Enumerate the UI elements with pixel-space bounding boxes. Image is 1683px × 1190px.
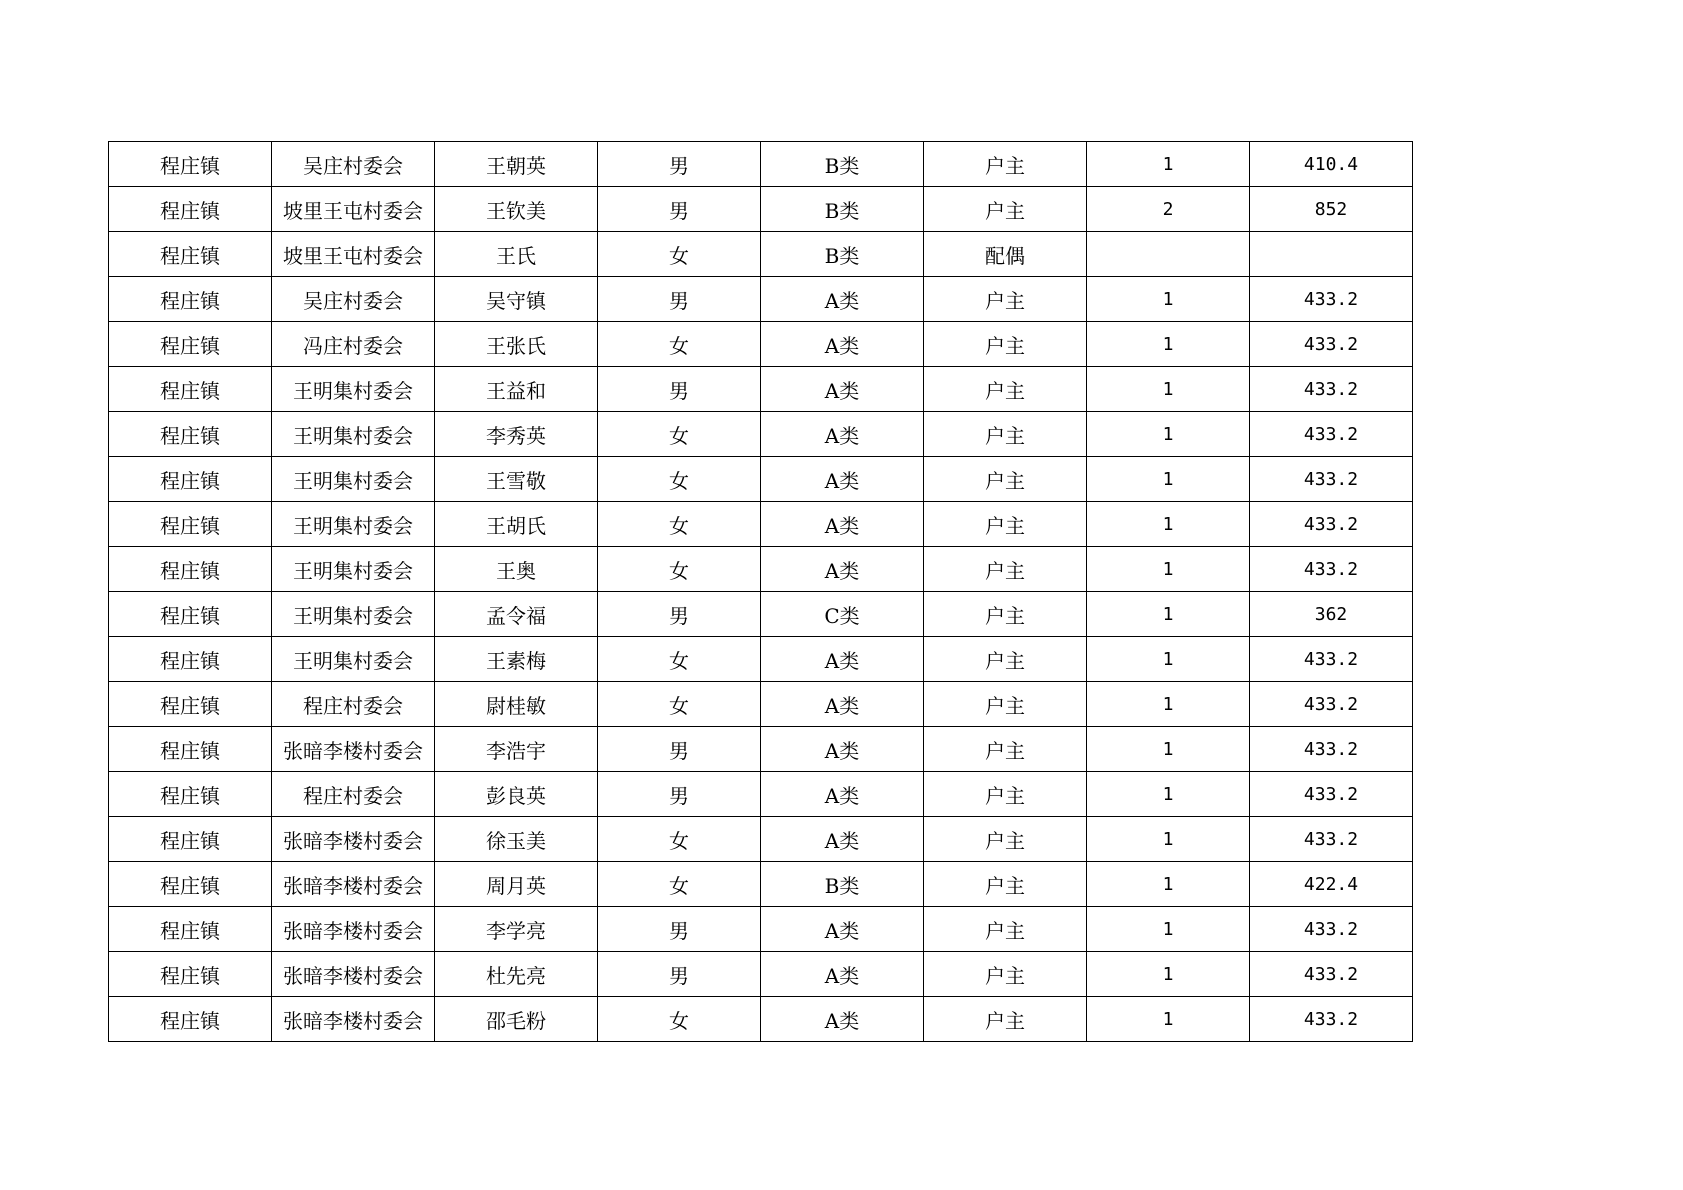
cell-gender: 女 (598, 682, 761, 727)
cell-amount: 433.2 (1250, 952, 1413, 997)
cell-relation: 户主 (924, 772, 1087, 817)
table-row (109, 412, 1413, 457)
cell-relation: 户主 (924, 997, 1087, 1042)
cell-name: 王张氏 (435, 322, 598, 367)
cell-name: 尉桂敏 (435, 682, 598, 727)
cell-gender: 女 (598, 232, 761, 277)
cell-relation: 户主 (924, 637, 1087, 682)
cell-name: 王奥 (435, 547, 598, 592)
cell-category: A类 (761, 637, 924, 682)
cell-village-committee: 王明集村委会 (272, 637, 435, 682)
cell-village-committee: 王明集村委会 (272, 502, 435, 547)
cell-count: 1 (1087, 322, 1250, 367)
cell-village-committee: 坡里王屯村委会 (272, 187, 435, 232)
cell-town: 程庄镇 (109, 412, 272, 457)
cell-count: 1 (1087, 817, 1250, 862)
cell-amount: 433.2 (1250, 412, 1413, 457)
cell-name: 王朝英 (435, 142, 598, 187)
cell-relation: 户主 (924, 367, 1087, 412)
cell-relation: 户主 (924, 322, 1087, 367)
table-row (109, 592, 1413, 637)
cell-amount: 433.2 (1250, 727, 1413, 772)
cell-village-committee: 王明集村委会 (272, 547, 435, 592)
cell-gender: 女 (598, 412, 761, 457)
cell-count: 1 (1087, 457, 1250, 502)
table-row (109, 907, 1413, 952)
cell-category: C类 (761, 592, 924, 637)
cell-town: 程庄镇 (109, 727, 272, 772)
cell-amount: 410.4 (1250, 142, 1413, 187)
cell-amount: 433.2 (1250, 817, 1413, 862)
cell-town: 程庄镇 (109, 862, 272, 907)
cell-town: 程庄镇 (109, 232, 272, 277)
cell-count: 1 (1087, 772, 1250, 817)
cell-gender: 女 (598, 547, 761, 592)
cell-name: 李秀英 (435, 412, 598, 457)
cell-town: 程庄镇 (109, 142, 272, 187)
cell-town: 程庄镇 (109, 187, 272, 232)
cell-category: A类 (761, 502, 924, 547)
cell-village-committee: 王明集村委会 (272, 367, 435, 412)
cell-relation: 配偶 (924, 232, 1087, 277)
cell-town: 程庄镇 (109, 367, 272, 412)
cell-relation: 户主 (924, 457, 1087, 502)
cell-gender: 女 (598, 637, 761, 682)
cell-relation: 户主 (924, 142, 1087, 187)
cell-village-committee: 张暗李楼村委会 (272, 817, 435, 862)
cell-relation: 户主 (924, 592, 1087, 637)
cell-town: 程庄镇 (109, 637, 272, 682)
table-row (109, 142, 1413, 187)
cell-village-committee: 吴庄村委会 (272, 277, 435, 322)
table-row (109, 502, 1413, 547)
cell-relation: 户主 (924, 817, 1087, 862)
cell-category: B类 (761, 862, 924, 907)
table-row (109, 952, 1413, 997)
cell-name: 王钦美 (435, 187, 598, 232)
cell-relation: 户主 (924, 862, 1087, 907)
cell-name: 王氏 (435, 232, 598, 277)
cell-category: A类 (761, 817, 924, 862)
table-row (109, 997, 1413, 1042)
cell-amount: 422.4 (1250, 862, 1413, 907)
table-row (109, 547, 1413, 592)
cell-count (1087, 232, 1250, 277)
cell-category: A类 (761, 727, 924, 772)
cell-category: A类 (761, 277, 924, 322)
cell-category: A类 (761, 952, 924, 997)
table-row (109, 187, 1413, 232)
cell-category: A类 (761, 322, 924, 367)
cell-name: 徐玉美 (435, 817, 598, 862)
cell-category: A类 (761, 367, 924, 412)
cell-town: 程庄镇 (109, 997, 272, 1042)
cell-category: A类 (761, 907, 924, 952)
cell-amount (1250, 232, 1413, 277)
cell-relation: 户主 (924, 727, 1087, 772)
cell-category: A类 (761, 457, 924, 502)
cell-count: 1 (1087, 862, 1250, 907)
cell-village-committee: 张暗李楼村委会 (272, 862, 435, 907)
cell-name: 彭良英 (435, 772, 598, 817)
table-row (109, 772, 1413, 817)
cell-category: A类 (761, 412, 924, 457)
cell-gender: 男 (598, 727, 761, 772)
cell-relation: 户主 (924, 187, 1087, 232)
cell-gender: 女 (598, 457, 761, 502)
cell-gender: 男 (598, 367, 761, 412)
cell-amount: 433.2 (1250, 772, 1413, 817)
cell-gender: 男 (598, 772, 761, 817)
cell-gender: 男 (598, 187, 761, 232)
cell-category: A类 (761, 547, 924, 592)
data-table (108, 141, 1413, 1042)
cell-relation: 户主 (924, 907, 1087, 952)
cell-name: 王素梅 (435, 637, 598, 682)
cell-name: 邵毛粉 (435, 997, 598, 1042)
cell-name: 王胡氏 (435, 502, 598, 547)
cell-name: 周月英 (435, 862, 598, 907)
table-row (109, 322, 1413, 367)
table-row (109, 862, 1413, 907)
cell-gender: 男 (598, 907, 761, 952)
cell-gender: 男 (598, 142, 761, 187)
table-row (109, 637, 1413, 682)
cell-count: 1 (1087, 637, 1250, 682)
cell-town: 程庄镇 (109, 592, 272, 637)
table-row (109, 682, 1413, 727)
cell-category: B类 (761, 187, 924, 232)
cell-count: 2 (1087, 187, 1250, 232)
cell-amount: 433.2 (1250, 997, 1413, 1042)
cell-amount: 433.2 (1250, 322, 1413, 367)
cell-amount: 433.2 (1250, 277, 1413, 322)
cell-gender: 女 (598, 862, 761, 907)
cell-count: 1 (1087, 907, 1250, 952)
cell-relation: 户主 (924, 952, 1087, 997)
cell-name: 王雪敬 (435, 457, 598, 502)
cell-count: 1 (1087, 142, 1250, 187)
cell-count: 1 (1087, 727, 1250, 772)
table-row (109, 367, 1413, 412)
table-row (109, 727, 1413, 772)
cell-relation: 户主 (924, 277, 1087, 322)
cell-town: 程庄镇 (109, 952, 272, 997)
cell-town: 程庄镇 (109, 457, 272, 502)
cell-town: 程庄镇 (109, 682, 272, 727)
cell-town: 程庄镇 (109, 907, 272, 952)
cell-count: 1 (1087, 997, 1250, 1042)
cell-village-committee: 冯庄村委会 (272, 322, 435, 367)
cell-amount: 433.2 (1250, 907, 1413, 952)
cell-count: 1 (1087, 277, 1250, 322)
table-row (109, 277, 1413, 322)
cell-town: 程庄镇 (109, 547, 272, 592)
cell-amount: 433.2 (1250, 682, 1413, 727)
cell-village-committee: 吴庄村委会 (272, 142, 435, 187)
table-row (109, 457, 1413, 502)
cell-category: A类 (761, 682, 924, 727)
cell-name: 王益和 (435, 367, 598, 412)
cell-town: 程庄镇 (109, 772, 272, 817)
cell-count: 1 (1087, 682, 1250, 727)
cell-category: A类 (761, 772, 924, 817)
cell-count: 1 (1087, 952, 1250, 997)
cell-count: 1 (1087, 412, 1250, 457)
cell-village-committee: 王明集村委会 (272, 412, 435, 457)
cell-village-committee: 王明集村委会 (272, 592, 435, 637)
cell-category: B类 (761, 232, 924, 277)
cell-village-committee: 程庄村委会 (272, 682, 435, 727)
cell-amount: 433.2 (1250, 457, 1413, 502)
cell-name: 吴守镇 (435, 277, 598, 322)
cell-town: 程庄镇 (109, 817, 272, 862)
cell-village-committee: 张暗李楼村委会 (272, 907, 435, 952)
cell-name: 孟令福 (435, 592, 598, 637)
cell-count: 1 (1087, 592, 1250, 637)
cell-amount: 362 (1250, 592, 1413, 637)
cell-village-committee: 张暗李楼村委会 (272, 952, 435, 997)
cell-name: 杜先亮 (435, 952, 598, 997)
cell-gender: 男 (598, 592, 761, 637)
cell-relation: 户主 (924, 547, 1087, 592)
cell-town: 程庄镇 (109, 502, 272, 547)
cell-amount: 433.2 (1250, 637, 1413, 682)
cell-amount: 852 (1250, 187, 1413, 232)
cell-gender: 男 (598, 277, 761, 322)
table-row (109, 817, 1413, 862)
cell-relation: 户主 (924, 682, 1087, 727)
cell-village-committee: 坡里王屯村委会 (272, 232, 435, 277)
cell-village-committee: 张暗李楼村委会 (272, 727, 435, 772)
cell-gender: 女 (598, 817, 761, 862)
cell-count: 1 (1087, 367, 1250, 412)
cell-town: 程庄镇 (109, 277, 272, 322)
cell-count: 1 (1087, 547, 1250, 592)
table-body (109, 142, 1413, 1042)
cell-village-committee: 王明集村委会 (272, 457, 435, 502)
cell-category: B类 (761, 142, 924, 187)
cell-count: 1 (1087, 502, 1250, 547)
cell-relation: 户主 (924, 502, 1087, 547)
cell-town: 程庄镇 (109, 322, 272, 367)
cell-gender: 女 (598, 997, 761, 1042)
cell-amount: 433.2 (1250, 547, 1413, 592)
cell-category: A类 (761, 997, 924, 1042)
cell-gender: 男 (598, 952, 761, 997)
cell-name: 李浩宇 (435, 727, 598, 772)
cell-amount: 433.2 (1250, 502, 1413, 547)
cell-gender: 女 (598, 502, 761, 547)
cell-village-committee: 程庄村委会 (272, 772, 435, 817)
cell-amount: 433.2 (1250, 367, 1413, 412)
table-row (109, 232, 1413, 277)
cell-village-committee: 张暗李楼村委会 (272, 997, 435, 1042)
cell-name: 李学亮 (435, 907, 598, 952)
cell-gender: 女 (598, 322, 761, 367)
cell-relation: 户主 (924, 412, 1087, 457)
